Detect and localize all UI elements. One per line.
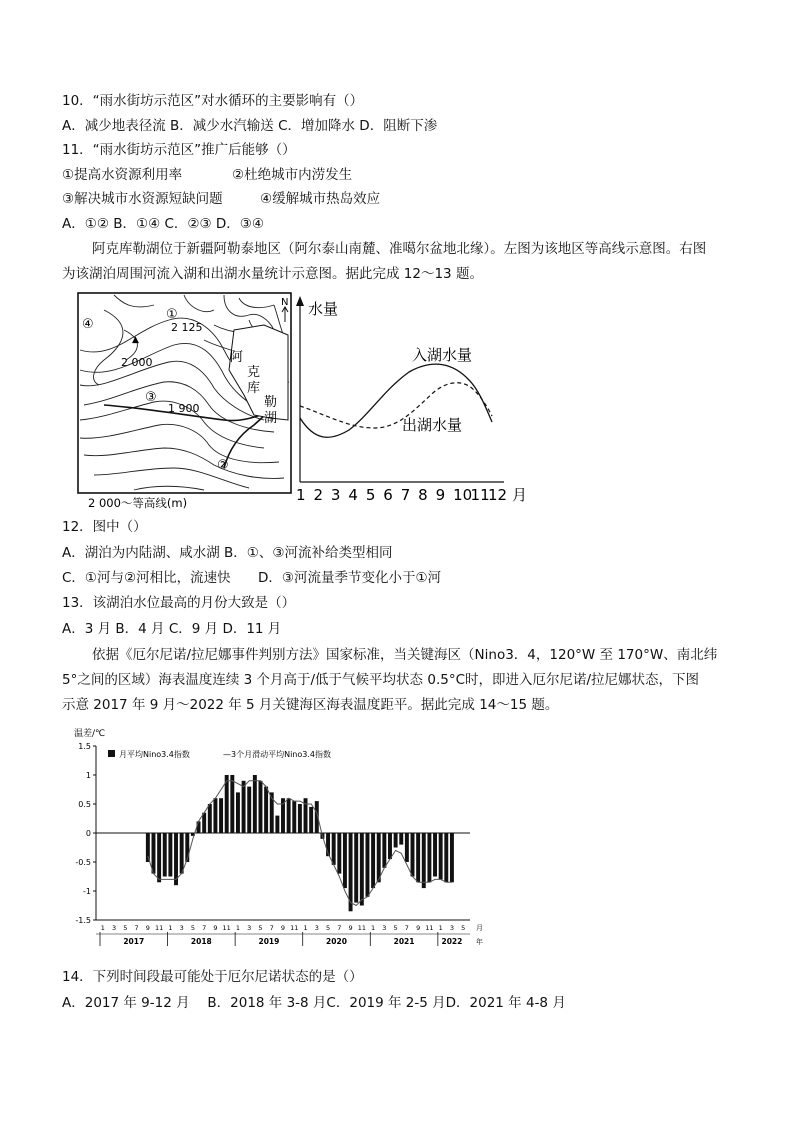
- river-3-marker: ③: [145, 390, 157, 405]
- lake-char-3: 库: [247, 381, 261, 396]
- nino-bar: [411, 833, 415, 877]
- nino-bar: [298, 804, 302, 833]
- nino-month-tick: 7: [269, 924, 274, 932]
- nino-year-unit: 年: [476, 938, 483, 946]
- nino-month-tick: 11: [154, 924, 164, 932]
- nino-bar: [309, 807, 313, 833]
- nino-month-tick: 5: [123, 924, 128, 932]
- flow-month-7: 7: [400, 486, 411, 504]
- nino-bar: [354, 833, 358, 903]
- lake-char-4: 勒: [264, 395, 278, 410]
- nino-bar: [416, 833, 420, 882]
- lake-char-1: 阿: [230, 350, 244, 365]
- q13-stem: 13．该湖泊水位最高的月份大致是（）: [62, 595, 296, 611]
- flow-month-12: 12: [488, 486, 508, 504]
- outflow-curve: [300, 383, 492, 428]
- peak-triangle-icon: ▲: [132, 335, 139, 345]
- nino-month-tick: 9: [348, 924, 353, 932]
- nino-bar: [180, 833, 184, 874]
- nino-month-tick: 9: [145, 924, 150, 932]
- nino-month-tick: 11: [425, 924, 434, 932]
- nino-month-tick: 7: [404, 924, 409, 932]
- nino-bar: [450, 833, 454, 882]
- passage1-line1: 阿克库勒湖位于新疆阿勒泰地区（阿尔泰山南麓、准噶尔盆地北缘）。左图为该地区等高线示意图。右图: [92, 241, 707, 257]
- nino-month-tick: 5: [258, 924, 263, 932]
- flow-month-2: 2: [313, 486, 324, 504]
- nino-ytick-label: 1: [85, 771, 91, 780]
- nino-month-tick: 3: [112, 924, 117, 932]
- nino-x-axis: [96, 924, 483, 946]
- nino-month-tick: 3: [382, 924, 387, 932]
- passage1-line2: 为该湖泊周围河流入湖和出湖水量统计示意图。据此完成 12～13 题。: [62, 266, 483, 282]
- q11-item-4: ④缓解城市热岛效应: [260, 191, 381, 207]
- q11-stem: 11．“雨水街坊示范区”推广后能够（）: [62, 142, 296, 158]
- passage2-line3: 示意 2017 年 9 月～2022 年 5 月关键海区海表温度距平。据此完成 14～15 题。: [62, 697, 559, 713]
- nino-bar: [259, 781, 263, 833]
- q11-item-3: ③解决城市水资源短缺问题: [62, 191, 223, 207]
- q12-option-ab: A．湖泊为内陆湖、咸水湖 B．①、③河流补给类型相同: [62, 545, 393, 561]
- nino-bar: [422, 833, 426, 888]
- nino-month-tick: 1: [235, 924, 241, 932]
- nino-bar: [394, 833, 398, 848]
- nino-ytick-label: 1.5: [78, 742, 91, 751]
- nino-bar: [388, 833, 392, 859]
- nino-bar: [163, 833, 167, 877]
- nino-month-tick: 7: [134, 924, 139, 932]
- nino-month-tick: 7: [202, 924, 207, 932]
- river-1-marker: ①: [166, 307, 178, 322]
- nino-ytick-label: -1: [83, 887, 91, 896]
- nino-month-tick: 7: [337, 924, 342, 932]
- nino-bar: [197, 821, 201, 833]
- nino-bar: [444, 833, 448, 882]
- q12-option-d: D．③河流量季节变化小于①河: [258, 570, 442, 586]
- flow-month-3: 3: [330, 486, 341, 504]
- nino-y-label: 温差/℃: [74, 729, 106, 739]
- q14-stem: 14．下列时间段最可能处于厄尔尼诺状态的是（）: [62, 969, 363, 985]
- nino-month-tick: 5: [461, 924, 466, 932]
- inflow-label: 入湖水量: [412, 346, 473, 364]
- nino-month-tick: 3: [247, 924, 252, 932]
- nino-bar: [382, 833, 386, 868]
- nino-bar: [343, 833, 347, 888]
- nino-bar: [337, 833, 341, 874]
- nino-year-label: 2018: [190, 937, 212, 946]
- nino-month-tick: 1: [303, 924, 308, 932]
- legend-bar-label: 月平均Nino3.4指数: [119, 750, 190, 759]
- nino-bar: [287, 798, 291, 833]
- nino-bar: [264, 787, 268, 833]
- flow-month-9: 9: [435, 486, 446, 504]
- nino-month-tick: 11: [222, 924, 231, 932]
- passage2-line1: 依据《厄尔尼诺/拉尼娜事件判别方法》国家标准，当关键海区（Nino3．4，120°W 至 170°W、南北纬: [92, 647, 718, 663]
- nino-bar: [399, 833, 403, 845]
- nino-bar: [236, 792, 240, 833]
- nino-bar: [365, 833, 369, 897]
- nino-month-tick: 5: [190, 924, 195, 932]
- nino-bar: [377, 833, 381, 882]
- nino-bar: [292, 801, 296, 833]
- nino-bar: [332, 833, 336, 865]
- nino-ytick-label: 0: [85, 829, 91, 838]
- nino-month-tick: 11: [357, 924, 366, 932]
- nino-bar: [157, 833, 161, 882]
- nino-year-label: 2017: [123, 937, 145, 946]
- nino-bar: [208, 804, 212, 833]
- flow-month-unit: 月: [512, 486, 528, 504]
- nino-year-label: 2019: [258, 937, 280, 946]
- outflow-label: 出湖水量: [402, 416, 463, 434]
- nino-index-chart: [60, 722, 500, 957]
- nino-bar: [371, 833, 375, 888]
- flow-month-1: 1: [296, 486, 306, 504]
- passage2-line2: 5°之间的区域）海表温度连续 3 个月高于/低于气候平均状态 0.5°C时，即进入厄尔尼诺/拉尼娜状态，下图: [62, 672, 700, 688]
- nino-bar: [275, 816, 279, 833]
- nino-month-tick: 3: [314, 924, 319, 932]
- flow-month-11: 11: [470, 486, 490, 504]
- north-arrow-icon: [282, 307, 288, 322]
- nino-month-tick: 1: [100, 924, 105, 932]
- contour-1900-label: 1 900: [168, 402, 200, 415]
- nino-bar: [360, 833, 364, 906]
- nino-bar: [213, 798, 217, 833]
- river-4-marker: ④: [82, 317, 94, 332]
- flow-month-5: 5: [365, 486, 376, 504]
- nino-bar: [427, 833, 431, 882]
- nino-month-tick: 3: [449, 924, 454, 932]
- north-label: N: [281, 297, 289, 308]
- nino-ytick-label: 0.5: [78, 800, 91, 809]
- nino-month-tick: 3: [179, 924, 184, 932]
- flow-month-8: 8: [418, 486, 428, 504]
- nino-ytick-label: -0.5: [75, 858, 91, 867]
- nino-ytick-label: -1.5: [75, 916, 91, 925]
- nino-month-tick: 9: [280, 924, 286, 932]
- nino-month-tick: 1: [438, 924, 443, 932]
- nino-month-tick: 1: [371, 924, 376, 932]
- flow-month-10: 10: [453, 486, 473, 504]
- q10-options: A．减少地表径流 B．减少水汽输送 C．增加降水 D．阻断下渗: [62, 118, 438, 134]
- q14-options: A．2017 年 9-12 月 B．2018 年 3-8 月C．2019 年 2-5 月D．2021 年 4-8 月: [62, 995, 566, 1011]
- nino-month-tick: 9: [213, 924, 218, 932]
- nino-bar: [219, 798, 223, 833]
- q11-item-1: ①提高水资源利用率: [62, 167, 183, 183]
- nino-bar: [247, 787, 251, 833]
- flow-y-label: 水量: [308, 300, 339, 318]
- legend-bar-swatch: [108, 750, 115, 757]
- flow-month-4: 4: [348, 486, 358, 504]
- q11-options: A．①② B．①④ C．②③ D．③④: [62, 216, 265, 232]
- nino-bar: [230, 775, 234, 833]
- peak-elevation: 2 125: [171, 321, 203, 334]
- flow-month-6: 6: [383, 486, 393, 504]
- nino-bar: [439, 833, 443, 879]
- nino-bar: [242, 781, 246, 833]
- nino-month-tick: 5: [325, 924, 331, 932]
- legend-line-label: —3个月滑动平均Nino3.4指数: [223, 750, 331, 759]
- flow-y-arrow-icon: [296, 296, 304, 306]
- nino-bar: [152, 833, 156, 874]
- nino-bar: [405, 833, 409, 862]
- nino-year-label: 2020: [326, 937, 347, 946]
- q11-item-2: ②杜绝城市内涝发生: [232, 167, 353, 183]
- contour-map: [74, 290, 296, 510]
- river-2-marker: ②: [217, 458, 229, 473]
- nino-month-tick: 9: [416, 924, 421, 932]
- nino-bar: [253, 775, 257, 833]
- inflow-curve: [300, 364, 492, 437]
- q12-option-c: C．①河与②河相比，流速快: [62, 570, 231, 586]
- q13-options: A．3 月 B．4 月 C．9 月 D．11 月: [62, 621, 282, 637]
- nino-bar: [433, 833, 437, 877]
- nino-month-tick: 5: [393, 924, 398, 932]
- lake-flow-chart: [294, 290, 544, 510]
- map-legend: 2 000～等高线(m): [88, 496, 188, 510]
- nino-month-tick: 11: [290, 924, 299, 932]
- lake-char-2: 克: [247, 365, 261, 380]
- flow-month-labels: [296, 486, 507, 504]
- contour-2000-label: 2 000: [121, 356, 153, 369]
- nino-month-unit: 月: [476, 924, 483, 932]
- nino-year-label: 2021: [393, 937, 415, 946]
- nino-bar: [168, 833, 172, 877]
- nino-month-tick: 1: [168, 924, 173, 932]
- q10-stem: 10．“雨水街坊示范区”对水循环的主要影响有（）: [62, 93, 364, 109]
- q12-stem: 12．图中（）: [62, 519, 147, 535]
- lake-char-5: 湖: [264, 411, 278, 426]
- nino-year-label: 2022: [441, 937, 463, 946]
